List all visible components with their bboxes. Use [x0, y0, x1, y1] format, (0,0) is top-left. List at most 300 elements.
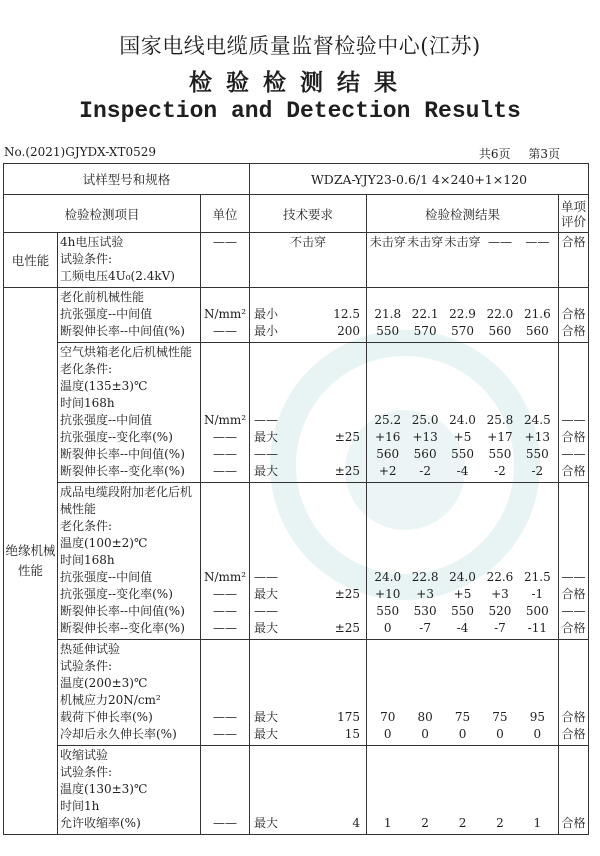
result-value: 25.0	[411, 413, 439, 427]
unit-text	[201, 658, 249, 675]
result-value: -2	[419, 464, 431, 478]
org-name: 国家电线电缆质量监督检验中心(江苏)	[119, 34, 481, 58]
requirement	[250, 658, 366, 675]
item-text: 试验条件:	[60, 659, 113, 673]
result-value: 22.1	[411, 307, 439, 321]
results	[367, 412, 558, 429]
unit-text	[201, 518, 249, 535]
verdict: ——	[561, 447, 586, 461]
verdict-cell	[559, 343, 589, 483]
result-value: -2	[494, 464, 506, 478]
result-value: 75	[492, 710, 508, 724]
results	[367, 289, 558, 306]
requirement	[250, 603, 366, 620]
current-page: 第3页	[528, 147, 560, 161]
item-text: 温度(100±2)℃	[60, 536, 148, 550]
item-text: 空气烘箱老化后机械性能	[60, 345, 193, 359]
req-value: 15	[344, 727, 361, 741]
req-value: ±25	[334, 464, 361, 478]
result-value: 24.5	[523, 413, 551, 427]
verdict	[559, 535, 588, 552]
unit-text: ——	[213, 235, 237, 249]
req-value: 12.5	[333, 307, 361, 321]
unit-text	[201, 251, 249, 268]
item-cell	[58, 746, 201, 835]
requirement	[250, 641, 366, 658]
group-label: 电性能	[4, 233, 58, 288]
requirement	[250, 378, 366, 395]
item-cell	[58, 343, 201, 483]
item-text: 时间1h	[60, 799, 100, 813]
result-value: 0	[421, 727, 429, 741]
unit-text	[201, 535, 249, 552]
item-text: 断裂伸长率--变化率(%)	[60, 464, 185, 478]
result-value: 1	[533, 816, 542, 830]
results-table	[3, 163, 589, 835]
result-value: 520	[488, 604, 512, 618]
verdict: 合格	[561, 324, 586, 338]
requirement	[250, 569, 366, 586]
item-text: 热延伸试验	[60, 642, 121, 656]
result-value: 80	[417, 710, 433, 724]
result-value: 570	[451, 324, 474, 338]
verdict	[559, 641, 588, 658]
result-value: 570	[413, 324, 437, 338]
results	[367, 518, 558, 535]
item-text: 载荷下伸长率(%)	[60, 710, 153, 724]
result-value: 未击穿	[369, 235, 406, 249]
item-text: 成品电缆段附加老化后机	[60, 485, 193, 499]
item-text: 温度(130±3)℃	[60, 782, 148, 796]
requirement	[250, 764, 366, 781]
results	[367, 726, 558, 743]
item-cell	[58, 640, 201, 746]
item-text: 试验条件:	[60, 765, 113, 779]
total-pages: 共6页	[478, 147, 511, 161]
result-cell	[367, 288, 559, 343]
results	[367, 781, 558, 798]
result-value: 560	[525, 324, 549, 338]
item-text: 抗张强度--中间值	[60, 413, 153, 427]
table-section	[4, 640, 589, 746]
req-label: ——	[254, 413, 279, 427]
result-value: +2	[378, 464, 397, 478]
verdict	[559, 395, 588, 412]
result-value: 560	[413, 447, 437, 461]
verdict	[559, 501, 588, 518]
unit-text: ——	[213, 816, 237, 830]
verdict: 合格	[561, 235, 586, 249]
result-value: 550	[525, 447, 549, 461]
result-value: +17	[487, 430, 513, 444]
result-value: 550	[451, 604, 474, 618]
result-value: 70	[380, 710, 396, 724]
table-section	[4, 288, 589, 343]
req-cell	[250, 233, 367, 288]
result-value: +16	[375, 430, 401, 444]
result-value: 550	[488, 447, 512, 461]
unit-text: ——	[213, 727, 237, 741]
unit-text	[201, 781, 249, 798]
req-label: 最大	[254, 621, 279, 635]
verdict-cell	[559, 746, 589, 835]
result-value: 22.8	[411, 570, 439, 584]
verdict: 合格	[561, 307, 586, 321]
unit-text	[201, 798, 249, 815]
req-value: 175	[337, 710, 361, 724]
req-label: 最小	[254, 307, 279, 321]
unit-text: ——	[213, 430, 237, 444]
report-number: No.(2021)GJYDX-XT0529	[4, 145, 156, 159]
results	[367, 586, 558, 603]
requirement	[250, 501, 366, 518]
result-cell	[367, 233, 559, 288]
requirement	[250, 395, 366, 412]
results	[367, 747, 558, 764]
requirement	[250, 518, 366, 535]
verdict	[559, 747, 588, 764]
req-label: 最大	[254, 430, 279, 444]
result-value: 22.0	[486, 307, 514, 321]
requirement	[250, 429, 366, 446]
item-text: 抗张强度--变化率(%)	[60, 587, 173, 601]
item-text: 抗张强度--中间值	[60, 307, 153, 321]
req-value: ±25	[334, 621, 361, 635]
result-value: 0	[383, 727, 392, 741]
results	[367, 798, 558, 815]
item-text: 抗张强度--变化率(%)	[60, 430, 173, 444]
unit-cell	[201, 233, 250, 288]
group-label: 绝缘机械性能	[4, 288, 58, 835]
result-value: 未击穿	[407, 235, 444, 249]
result-value: 530	[413, 604, 437, 618]
item-text: 老化条件:	[60, 362, 113, 376]
results	[367, 323, 558, 340]
verdict	[559, 378, 588, 395]
unit-text	[201, 552, 249, 569]
verdict	[559, 658, 588, 675]
result-value: -4	[456, 464, 469, 478]
requirement	[250, 234, 366, 251]
unit-text	[201, 361, 249, 378]
col-result: 检验检测结果	[367, 195, 559, 233]
title-cn: 检验检测结果	[189, 70, 411, 96]
results	[367, 268, 558, 285]
item-text: 冷却后永久伸长率(%)	[60, 727, 177, 741]
results	[367, 675, 558, 692]
verdict-cell	[559, 288, 589, 343]
results	[367, 395, 558, 412]
requirement	[250, 675, 366, 692]
result-value: +5	[453, 587, 472, 601]
result-value: 75	[454, 710, 471, 724]
col-verdict: 单项评价	[559, 195, 589, 233]
unit-text	[201, 268, 249, 285]
req-value: 不击穿	[290, 235, 327, 249]
item-text: 老化条件:	[60, 519, 113, 533]
verdict: 合格	[561, 430, 586, 444]
result-value: 24.0	[374, 570, 402, 584]
item-text: 断裂伸长率--中间值(%)	[60, 447, 185, 461]
req-label: 最大	[254, 464, 279, 478]
req-cell	[250, 483, 367, 640]
result-value: ——	[525, 235, 550, 249]
unit-text	[201, 395, 249, 412]
req-label: 最大	[254, 727, 279, 741]
result-cell	[367, 483, 559, 640]
result-value: 25.8	[486, 413, 514, 427]
item-cell	[58, 288, 201, 343]
result-value: -7	[494, 621, 506, 635]
unit-text	[201, 764, 249, 781]
unit-text: ——	[213, 710, 237, 724]
unit-text: ——	[213, 324, 237, 338]
result-value: 24.0	[449, 413, 476, 427]
result-value: -7	[419, 621, 431, 635]
unit-text: ——	[213, 587, 237, 601]
requirement	[250, 361, 366, 378]
req-value: 200	[337, 324, 361, 338]
result-value: 21.5	[523, 570, 551, 584]
unit-text	[201, 675, 249, 692]
verdict-cell	[559, 483, 589, 640]
unit-cell	[201, 288, 250, 343]
result-value: +3	[416, 587, 434, 601]
item-cell	[58, 233, 201, 288]
req-value: ±25	[334, 587, 361, 601]
result-value: -1	[531, 587, 544, 601]
table-section	[4, 233, 589, 288]
req-cell	[250, 343, 367, 483]
req-label: 最大	[254, 587, 279, 601]
results	[367, 361, 558, 378]
verdict	[559, 552, 588, 569]
result-value: 2	[458, 816, 467, 830]
result-value: 0	[383, 621, 392, 635]
verdict: 合格	[561, 587, 586, 601]
result-value: 0	[458, 727, 467, 741]
result-value: 未击穿	[444, 235, 481, 249]
result-value: -11	[527, 621, 547, 635]
verdict: 合格	[561, 464, 586, 478]
verdict	[559, 344, 588, 361]
requirement	[250, 709, 366, 726]
result-value: 22.9	[449, 307, 476, 321]
requirement	[250, 268, 366, 285]
results	[367, 306, 558, 323]
verdict	[559, 692, 588, 709]
req-label: ——	[254, 447, 279, 461]
result-value: +3	[491, 587, 509, 601]
results	[367, 658, 558, 675]
requirement	[250, 586, 366, 603]
item-text: 机械应力20N/cm²	[60, 693, 161, 707]
req-label: ——	[254, 570, 279, 584]
col-item: 检验检测项目	[4, 195, 201, 233]
table-section	[4, 483, 589, 640]
verdict-cell	[559, 233, 589, 288]
unit-text	[201, 344, 249, 361]
results	[367, 569, 558, 586]
result-value: -2	[531, 464, 544, 478]
verdict: 合格	[561, 710, 586, 724]
result-value: 24.0	[449, 570, 476, 584]
item-text: 试验条件:	[60, 252, 113, 266]
item-text: 工频电压4U₀(2.4kV)	[60, 269, 175, 283]
req-cell	[250, 288, 367, 343]
result-value: ——	[487, 235, 512, 249]
results	[367, 484, 558, 501]
verdict	[559, 484, 588, 501]
verdict: ——	[561, 604, 586, 618]
item-text: 断裂伸长率--中间值(%)	[60, 604, 185, 618]
result-cell	[367, 746, 559, 835]
unit-text: N/mm²	[203, 570, 247, 584]
requirement	[250, 289, 366, 306]
item-text: 时间168h	[60, 553, 115, 567]
verdict: ——	[561, 413, 586, 427]
results	[367, 709, 558, 726]
unit-cell	[201, 746, 250, 835]
requirement	[250, 412, 366, 429]
requirement	[250, 463, 366, 480]
results	[367, 463, 558, 480]
verdict: 合格	[561, 621, 586, 635]
result-value: -4	[456, 621, 469, 635]
requirement	[250, 446, 366, 463]
item-text: 温度(200±3)℃	[60, 676, 148, 690]
result-value: 550	[376, 604, 400, 618]
result-value: 21.6	[523, 307, 551, 321]
verdict	[559, 764, 588, 781]
result-value: 95	[529, 710, 545, 724]
unit-text	[201, 378, 249, 395]
req-value: ±25	[334, 430, 361, 444]
col-unit: 单位	[201, 195, 250, 233]
unit-text	[201, 501, 249, 518]
result-value: 2	[421, 816, 429, 830]
result-value: 2	[496, 816, 504, 830]
results	[367, 764, 558, 781]
result-cell	[367, 640, 559, 746]
unit-text	[201, 641, 249, 658]
results	[367, 344, 558, 361]
unit-text: N/mm²	[203, 413, 247, 427]
verdict	[559, 675, 588, 692]
item-cell	[58, 483, 201, 640]
results	[367, 620, 558, 637]
item-text: 时间168h	[60, 396, 115, 410]
requirement	[250, 726, 366, 743]
spec-label: 试样型号和规格	[4, 164, 250, 195]
item-text: 断裂伸长率--变化率(%)	[60, 621, 185, 635]
item-text: 收缩试验	[60, 748, 109, 762]
verdict	[559, 251, 588, 268]
title-en: Inspection and Detection Results	[79, 98, 521, 124]
unit-text	[201, 692, 249, 709]
results	[367, 251, 558, 268]
unit-text: ——	[213, 447, 237, 461]
verdict-cell	[559, 640, 589, 746]
result-value: 550	[451, 447, 474, 461]
requirement	[250, 815, 366, 832]
result-value: +13	[524, 430, 550, 444]
result-value: +13	[412, 430, 438, 444]
result-value: 560	[488, 324, 512, 338]
req-label: 最小	[254, 324, 279, 338]
result-cell	[367, 343, 559, 483]
verdict: 合格	[561, 816, 586, 830]
result-value: +5	[453, 430, 472, 444]
results	[367, 429, 558, 446]
verdict	[559, 289, 588, 306]
req-label: ——	[254, 604, 279, 618]
unit-text	[201, 484, 249, 501]
verdict	[559, 361, 588, 378]
item-text: 断裂伸长率--中间值(%)	[60, 324, 185, 338]
item-text: 抗张强度--中间值	[60, 570, 153, 584]
requirement	[250, 306, 366, 323]
verdict	[559, 518, 588, 535]
unit-text	[201, 747, 249, 764]
unit-text: ——	[213, 464, 237, 478]
req-cell	[250, 640, 367, 746]
unit-text: ——	[213, 621, 237, 635]
item-text: 老化前机械性能	[60, 290, 145, 304]
requirement	[250, 747, 366, 764]
results	[367, 641, 558, 658]
requirement	[250, 781, 366, 798]
result-value: 0	[533, 727, 542, 741]
item-text: 4h电压试验	[60, 235, 124, 249]
verdict	[559, 268, 588, 285]
result-value: 500	[525, 604, 549, 618]
unit-cell	[201, 483, 250, 640]
result-value: +10	[375, 587, 401, 601]
verdict: ——	[561, 570, 586, 584]
results	[367, 552, 558, 569]
requirement	[250, 344, 366, 361]
requirement	[250, 535, 366, 552]
req-value: 4	[352, 816, 361, 830]
item-text: 温度(135±3)℃	[60, 379, 148, 393]
verdict	[559, 781, 588, 798]
requirement	[250, 692, 366, 709]
column-header-row	[4, 195, 589, 233]
spec-value: WDZA-YJY23-0.6/1 4×240+1×120	[250, 164, 589, 195]
results	[367, 692, 558, 709]
requirement	[250, 620, 366, 637]
table-section	[4, 343, 589, 483]
result-value: 550	[376, 324, 400, 338]
unit-cell	[201, 640, 250, 746]
result-value: 0	[496, 727, 504, 741]
table-section	[4, 746, 589, 835]
unit-text	[201, 289, 249, 306]
item-text: 械性能	[60, 502, 97, 516]
spec-row	[4, 164, 589, 195]
req-cell	[250, 746, 367, 835]
requirement	[250, 323, 366, 340]
result-value: 560	[376, 447, 400, 461]
result-value: 25.2	[374, 413, 402, 427]
requirement	[250, 552, 366, 569]
col-req: 技术要求	[250, 195, 367, 233]
results	[367, 815, 558, 832]
requirement	[250, 484, 366, 501]
results	[367, 378, 558, 395]
item-text: 允许收缩率(%)	[60, 816, 141, 830]
